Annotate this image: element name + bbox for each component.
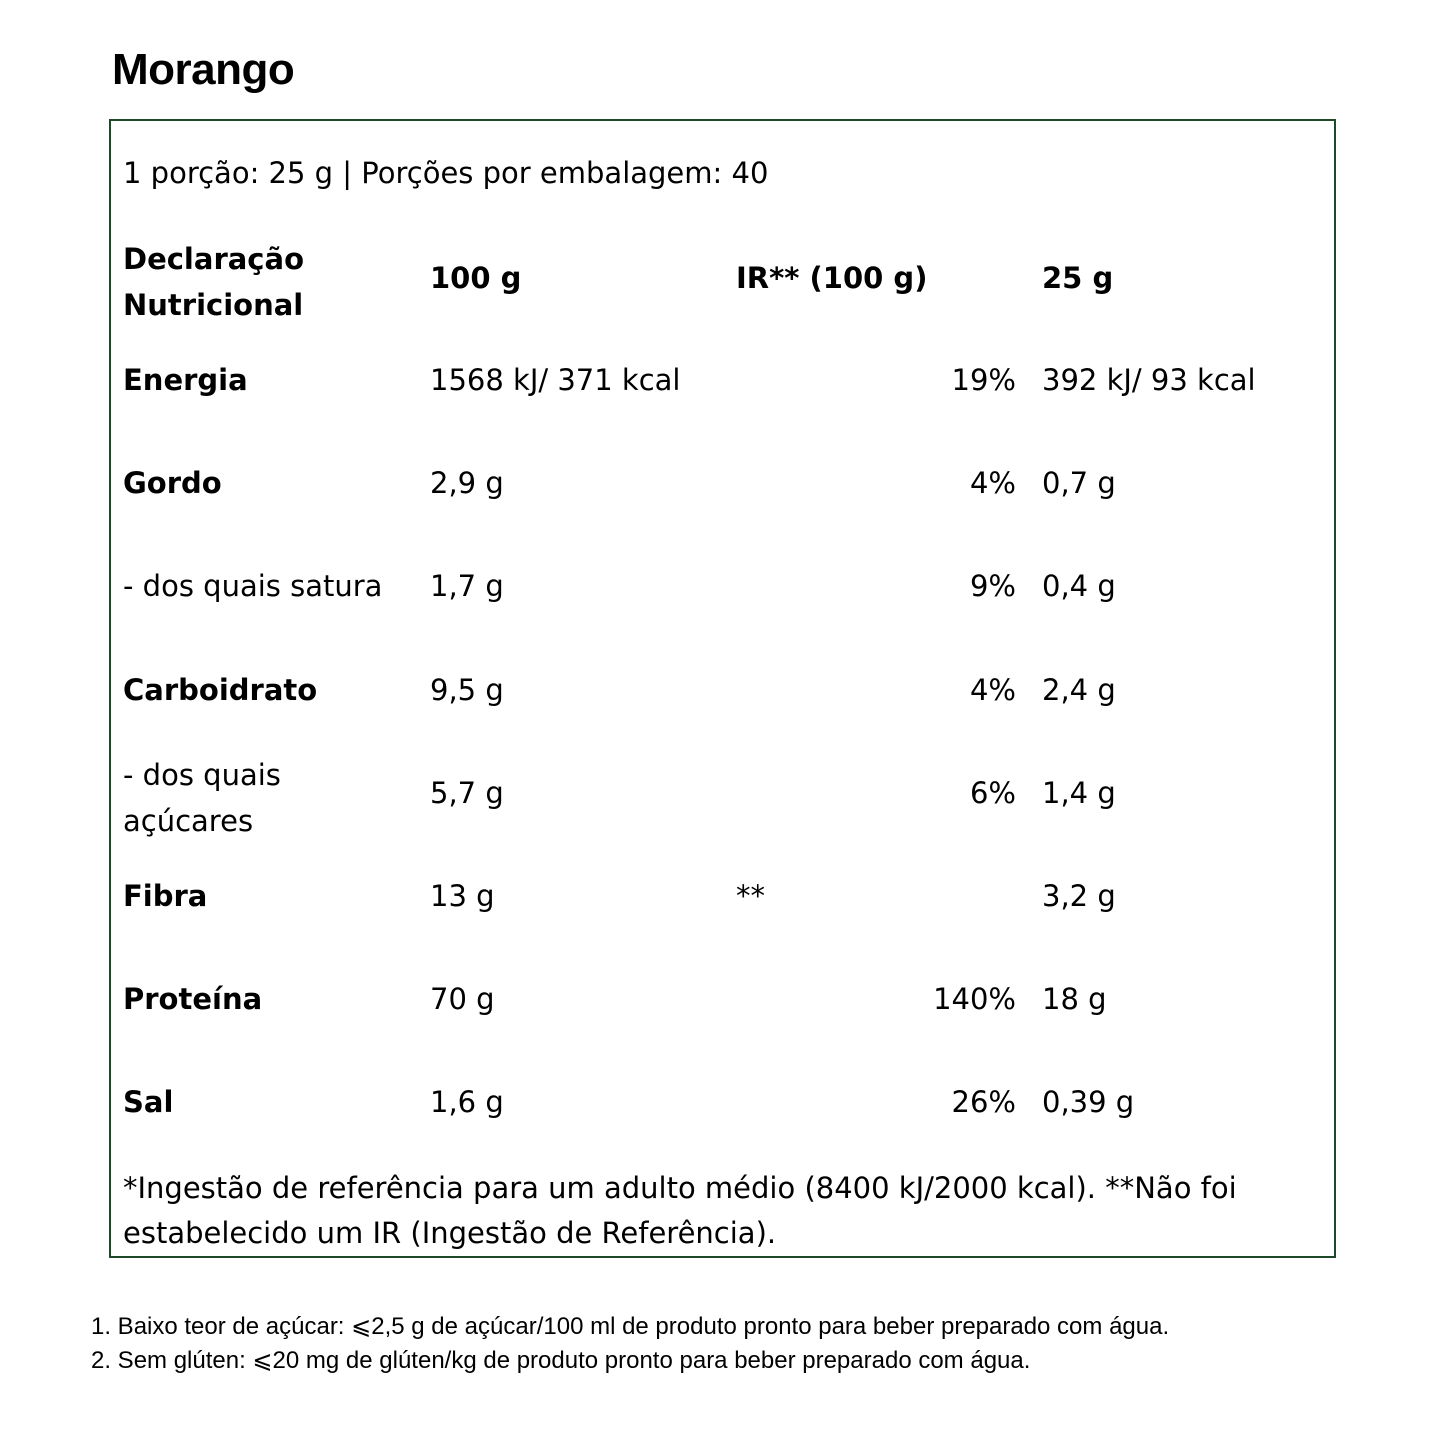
row-value-100g: 70 g (430, 982, 495, 1016)
row-value-25g: 1,4 g (1042, 776, 1116, 810)
header-ir: IR** (100 g) (736, 261, 928, 295)
row-name-gordo: Gordo (123, 466, 222, 500)
row-value-100g: 9,5 g (430, 673, 504, 707)
row-name-energia: Energia (123, 363, 248, 397)
row-name-acucares-line2: açúcares (123, 804, 254, 838)
row-value-100g: 13 g (430, 879, 495, 913)
row-value-25g: 18 g (1042, 982, 1107, 1016)
nutrition-table (109, 119, 1336, 1258)
row-value-ir: 140% (933, 982, 1016, 1016)
row-name-saturados: - dos quais satura (123, 569, 383, 603)
row-value-ir: 4% (969, 673, 1016, 707)
row-value-100g: 1,7 g (430, 569, 504, 603)
row-value-25g: 0,4 g (1042, 569, 1116, 603)
row-name-sal: Sal (123, 1085, 174, 1119)
row-value-ir: 19% (951, 363, 1016, 397)
row-value-25g: 0,39 g (1042, 1085, 1135, 1119)
row-value-25g: 392 kJ/ 93 kcal (1042, 363, 1256, 397)
claims-notes (91, 1310, 1169, 1378)
reference-intake-footnote: *Ingestão de referência para um adulto médio (8400 kJ/2000 kcal). **Não foi estabelecido um IR (Ingestão de Referência). (123, 1171, 1237, 1250)
row-value-100g: 1,6 g (430, 1085, 504, 1119)
row-value-ir: 4% (969, 466, 1016, 500)
row-value-25g: 3,2 g (1042, 879, 1116, 913)
header-declaration-line1: Declaração (123, 242, 304, 276)
row-value-ir: 26% (951, 1085, 1016, 1119)
row-value-ir-note: ** (736, 879, 765, 913)
note-low-sugar: 1. Baixo teor de açúcar: ⩽2,5 g de açúcar/100 ml de produto pronto para beber preparado com água. (91, 1313, 1170, 1340)
header-per-25g: 25 g (1042, 261, 1114, 295)
row-name-acucares-line1: - dos quais (123, 758, 281, 792)
row-value-100g: 1568 kJ/ 371 kcal (430, 363, 681, 397)
product-title: Morango (112, 45, 295, 94)
row-value-25g: 2,4 g (1042, 673, 1116, 707)
row-value-25g: 0,7 g (1042, 466, 1116, 500)
note-gluten-free: 2. Sem glúten: ⩽20 mg de glúten/kg de produto pronto para beber preparado com água. (91, 1347, 1031, 1374)
row-value-100g: 5,7 g (430, 776, 504, 810)
row-value-ir: 9% (969, 569, 1016, 603)
serving-info: 1 porção: 25 g | Porções por embalagem: 40 (123, 156, 769, 190)
row-name-fibra: Fibra (123, 879, 208, 913)
row-name-proteina: Proteína (123, 982, 263, 1016)
row-value-100g: 2,9 g (430, 466, 504, 500)
row-value-ir: 6% (969, 776, 1016, 810)
header-declaration-line2: Nutricional (123, 288, 304, 322)
header-per-100g: 100 g (430, 261, 522, 295)
row-name-carboidrato: Carboidrato (123, 673, 318, 707)
